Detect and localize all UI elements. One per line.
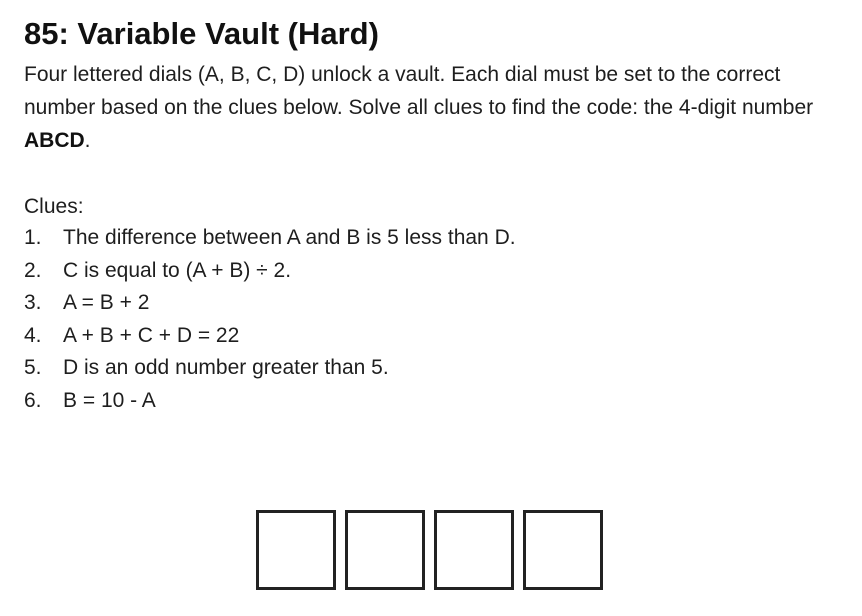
intro-text: Four lettered dials (A, B, C, D) unlock a vault. Each dial must be set to the correct number based on the clues below. Solve all clues to find the code: the 4-digit number — [24, 63, 814, 119]
intro-code-emphasis: ABCD — [24, 129, 85, 152]
clue-item-1 — [24, 222, 516, 255]
clue-list — [24, 222, 516, 417]
clue-item-4 — [24, 320, 516, 353]
clue-number: 6. — [24, 388, 42, 412]
answer-boxes — [256, 510, 603, 590]
intro-text-end: . — [84, 129, 91, 152]
clue-number: 4. — [24, 323, 42, 347]
answer-box-c[interactable] — [434, 510, 514, 590]
answer-box-a[interactable] — [256, 510, 336, 590]
clue-text: D is an odd number greater than 5. — [63, 356, 389, 379]
answer-box-d[interactable] — [523, 510, 603, 590]
clue-text: C is equal to (A + B) ÷ 2. — [63, 258, 292, 282]
clue-text: A = B + 2 — [63, 291, 150, 314]
answer-box-b[interactable] — [345, 510, 425, 590]
clue-text: B = 10 - A — [63, 388, 156, 412]
clue-text: A + B + C + D = 22 — [63, 323, 240, 347]
clue-number: 2. — [24, 258, 42, 282]
clue-item-6 — [24, 385, 516, 418]
clue-item-2 — [24, 255, 516, 288]
clue-number: 3. — [24, 291, 42, 314]
clue-item-5 — [24, 352, 516, 385]
clue-item-3 — [24, 287, 516, 320]
clue-number: 5. — [24, 356, 42, 379]
clue-number: 1. — [24, 226, 42, 249]
page-title: 85: Variable Vault (Hard) — [24, 16, 379, 51]
clues-heading: Clues: — [24, 195, 84, 218]
clue-text: The difference between A and B is 5 less than D. — [63, 226, 516, 249]
puzzle-intro — [24, 58, 844, 157]
